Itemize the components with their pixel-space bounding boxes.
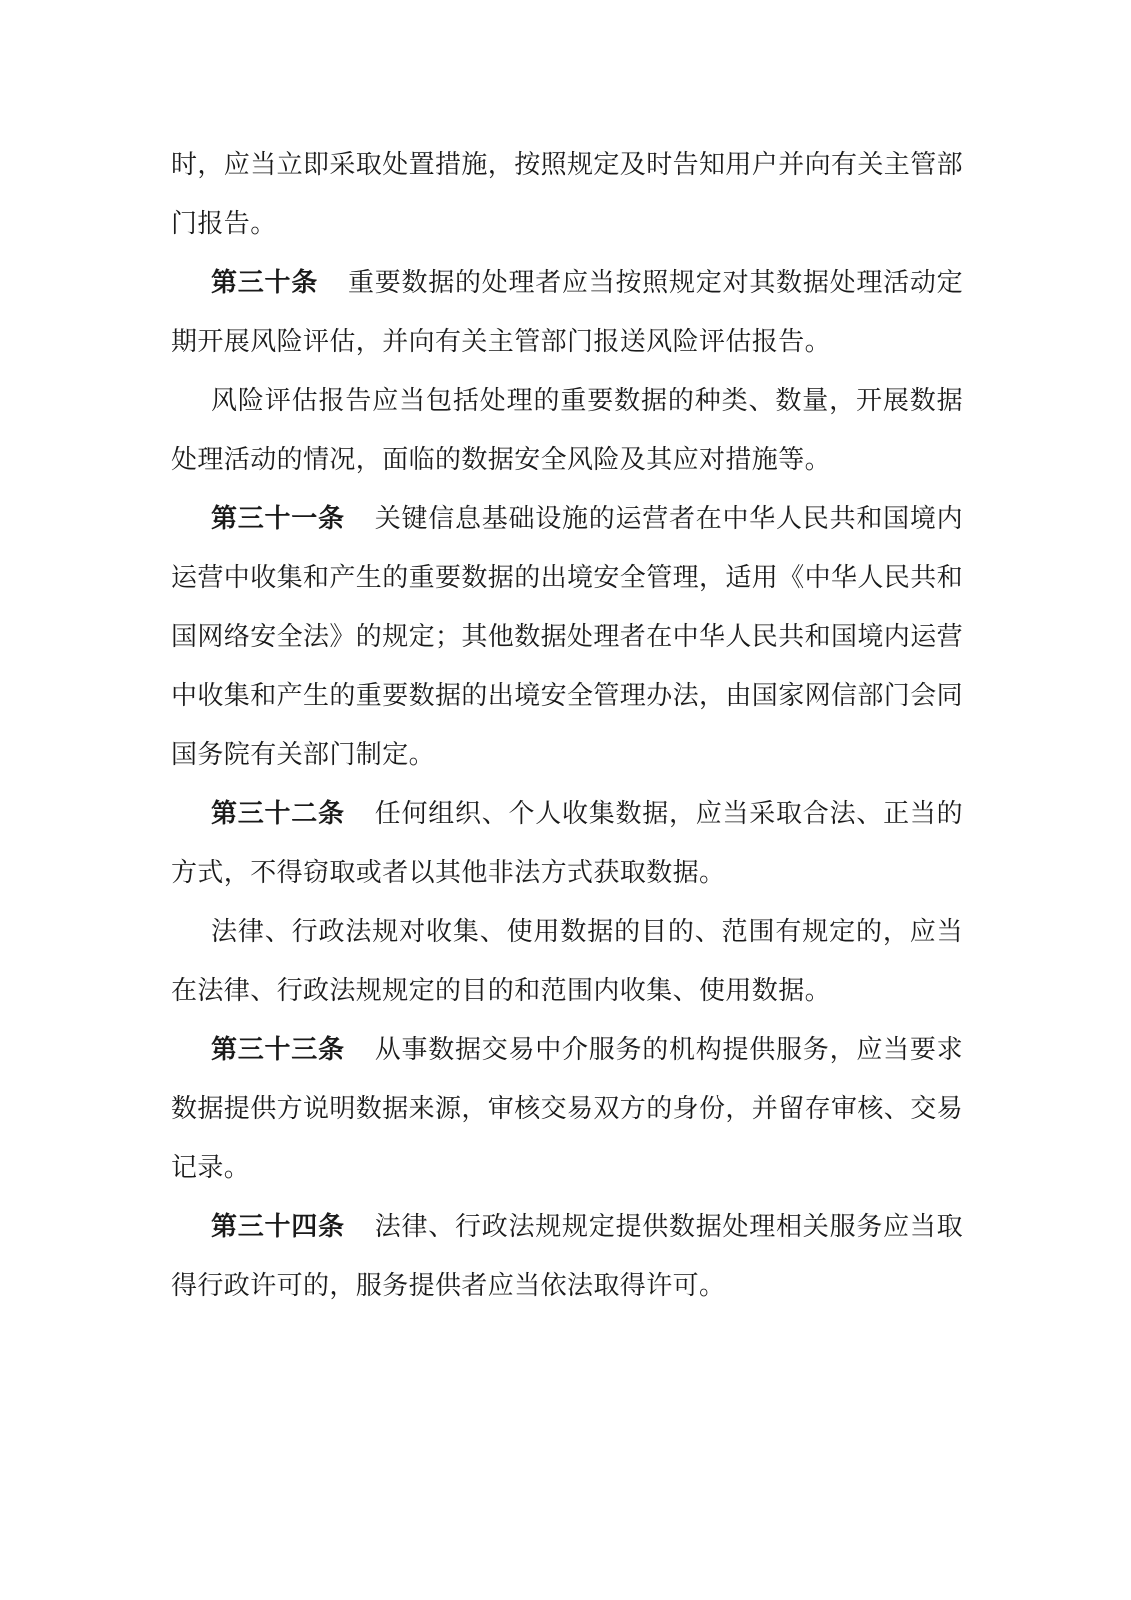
- paragraph-text: 关键信息基础设施的运营者在中华人民共和国境内运营中收集和产生的重要数据的出境安全管理，适用《中华人民共和国网络安全法》的规定；其他数据处理者在中华人民共和国境内运营中收集和产生的重要数据的出境安全管理办法，由国家网信部门会同国务院有关部门制定。: [171, 504, 964, 770]
- article-number: 第三十一条: [211, 504, 345, 534]
- article-number: 第三十四条: [211, 1212, 345, 1242]
- article-30-paragraph: [171, 254, 963, 372]
- article-number: 第三十二条: [211, 799, 345, 829]
- paragraph-text: 法律、行政法规规定提供数据处理相关服务应当取得行政许可的，服务提供者应当依法取得许可。: [171, 1212, 963, 1301]
- paragraph-text: 时，应当立即采取处置措施，按照规定及时告知用户并向有关主管部门报告。: [171, 150, 964, 239]
- paragraph-continuation: [171, 136, 963, 254]
- article-32-paragraph: [171, 785, 963, 903]
- paragraph-text: 法律、行政法规对收集、使用数据的目的、范围有规定的，应当在法律、行政法规规定的目的和范围内收集、使用数据。: [171, 917, 963, 1006]
- article-34-paragraph: [171, 1198, 963, 1316]
- paragraph-text: 任何组织、个人收集数据，应当采取合法、正当的方式，不得窃取或者以其他非法方式获取数据。: [171, 799, 963, 888]
- article-number: 第三十条: [211, 268, 319, 298]
- paragraph-text: 重要数据的处理者应当按照规定对其数据处理活动定期开展风险评估，并向有关主管部门报送风险评估报告。: [171, 268, 963, 357]
- article-33-paragraph: [171, 1021, 963, 1198]
- article-31-paragraph: [171, 490, 963, 785]
- document-page: [171, 136, 963, 1316]
- paragraph-text: 从事数据交易中介服务的机构提供服务，应当要求数据提供方说明数据来源，审核交易双方的身份，并留存审核、交易记录。: [171, 1035, 964, 1183]
- article-32-paragraph-2: [171, 903, 963, 1021]
- article-30-paragraph-2: [171, 372, 963, 490]
- paragraph-text: 风险评估报告应当包括处理的重要数据的种类、数量，开展数据处理活动的情况，面临的数据安全风险及其应对措施等。: [171, 386, 963, 475]
- article-number: 第三十三条: [211, 1035, 345, 1065]
